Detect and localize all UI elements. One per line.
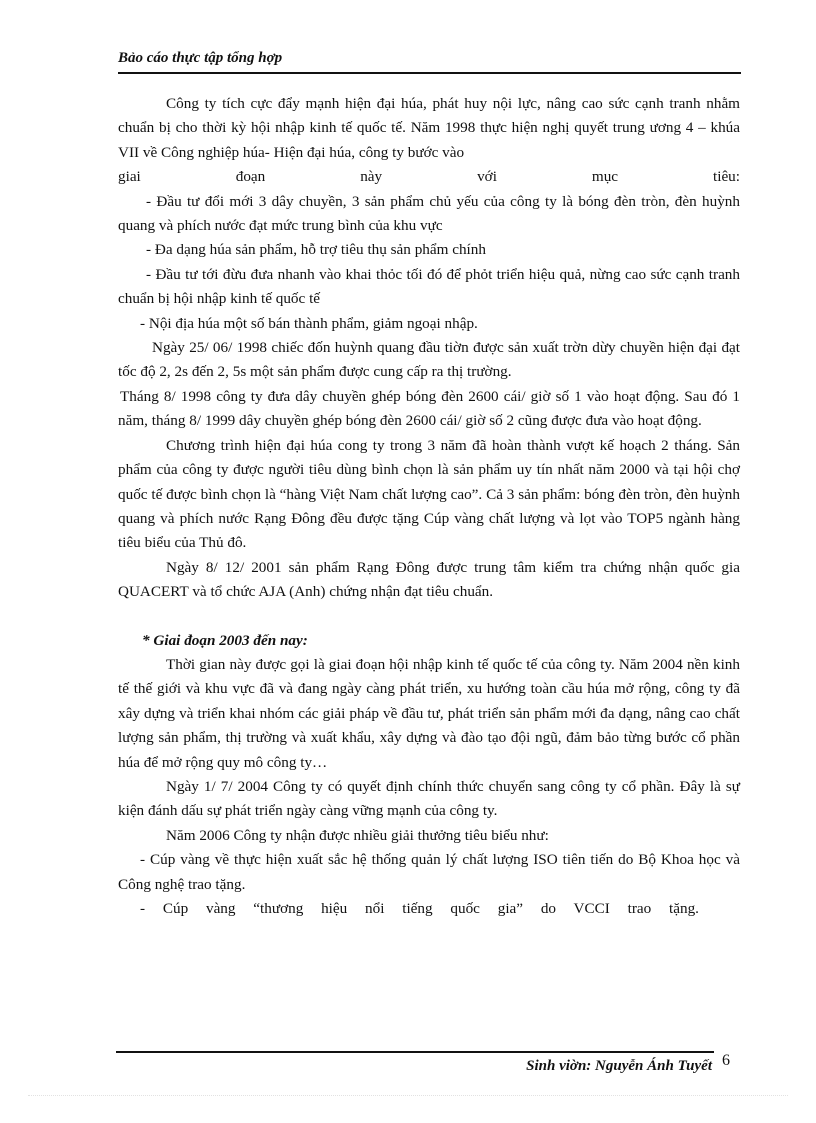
bullet-item: - Nội địa húa một số bán thành phẩm, giảm ngoại nhập. [140,314,478,332]
paragraph: giai đoạn này với mục tiêu: [118,168,740,186]
bullet-item: - Cúp vàng “thương hiệu nổi tiếng quốc gia” do VCCI trao tặng. [140,900,699,917]
header-title: Bảo cáo thực tập tổng hợp [118,50,283,66]
paragraph: Ngày 8/ 12/ 2001 sản phẩm Rạng Đông được trung tâm kiểm tra chứng nhận quốc gia QUACERT và tổ chức AJA (Anh) chứng nhận đạt tiêu chuẩn. [118,558,740,601]
bullet-item: - Cúp vàng về thực hiện xuất sắc hệ thống quản lý chất lượng ISO tiên tiến do Bộ Khoa học và Công nghệ trao tặng. [118,851,740,893]
bullet-item: - Đầu tư tới đừu đưa nhanh vào khai thỏc tối đó để phỏt triển hiệu quả, nừng cao sức cạnh tranh chuẩn bị hội nhập kinh tế quốc tế [118,265,740,308]
paragraph: Công ty tích cực đẩy mạnh hiện đại húa, phát huy nội lực, nâng cao sức cạnh tranh nhằm chuẩn bị cho thời kỳ hội nhập kinh tế quốc tế. Năm 1998 thực hiện nghị quyết trung ương 4 – khúa VII về Công nghiệp húa- Hiện đại húa, công ty bước vào [118,95,740,161]
bullet-item: - Đa dạng húa sản phẩm, hỗ trợ tiêu thụ sản phẩm chính [146,241,486,259]
spacer [118,605,740,629]
footer-author: Sinh viờn: Nguyễn Ánh Tuyết [526,1058,712,1074]
paragraph: Thời gian này được gọi là giai đoạn hội nhập kinh tế quốc tế của công ty. Năm 2004 nền kinh tế thế giới và khu vực đã và đang ngày càng phát triển, xu hướng toàn cầu húa mở rộng, công ty đã xây dựng và triển khai nhóm các giải pháp về đầu tư, phát triển sản phẩm mới đa dạng, nâng cao chất lượng sản phẩm, thị trường và xuất khẩu, xây dựng và đào tạo đội ngũ, đảm bảo từng bước cổ phần húa để mở rộng quy mô công ty… [118,655,740,771]
section-heading: * Giai đoạn 2003 đến nay: [142,631,308,649]
paragraph: Ngày 1/ 7/ 2004 Công ty có quyết định chính thức chuyển sang công ty cổ phần. Đây là sự kiện đánh dấu sự phát triển ngày càng vững mạnh của công ty. [118,777,740,820]
paragraph: Năm 2006 Công ty nhận được nhiều giải thưởng tiêu biểu như: [166,826,549,844]
page-footer [118,1052,734,1080]
paragraph: Ngày 25/ 06/ 1998 chiếc đốn huỳnh quang đầu tiờn được sản xuất trờn dừy chuyền hiện đại đạt tốc độ 2, 2s đến 2, 5s một sản phẩm được cung cấp ra thị trường. [118,339,740,381]
bullet-item: - Đầu tư đổi mới 3 dây chuyền, 3 sản phẩm chủ yếu của công ty là bóng đèn tròn, đèn huỳnh quang và phích nước đạt mức trung bình của khu vực [118,192,740,235]
page-body [118,92,740,921]
paragraph: Tháng 8/ 1998 công ty đưa dây chuyền ghép bóng đèn 2600 cái/ giờ số 1 vào hoạt động. Sau đó 1 năm, tháng 8/ 1999 dây chuyền ghép bóng đèn 2600 cái/ giờ số 2 cũng được đưa vào hoạt động. [118,387,740,430]
paragraph: Chương trình hiện đại húa cong ty trong 3 năm đã hoàn thành vượt kế hoạch 2 tháng. Sản phẩm của công ty được người tiêu dùng bình chọn là sản phẩm uy tín nhất năm 2000 và tại hội chợ quốc tế được bình chọn là “hàng Việt Nam chất lượng cao”. Cả 3 sản phẩm: bóng đèn tròn, đèn huỳnh quang và phích nước Rạng Đông đều được tặng Cúp vàng chất lượng và lọt vào TOP5 ngành hàng tiêu biểu của Thủ đô. [118,436,740,552]
page-number: 6 [722,1052,730,1069]
page-edge-divider [28,1095,788,1096]
page-header [118,46,741,74]
